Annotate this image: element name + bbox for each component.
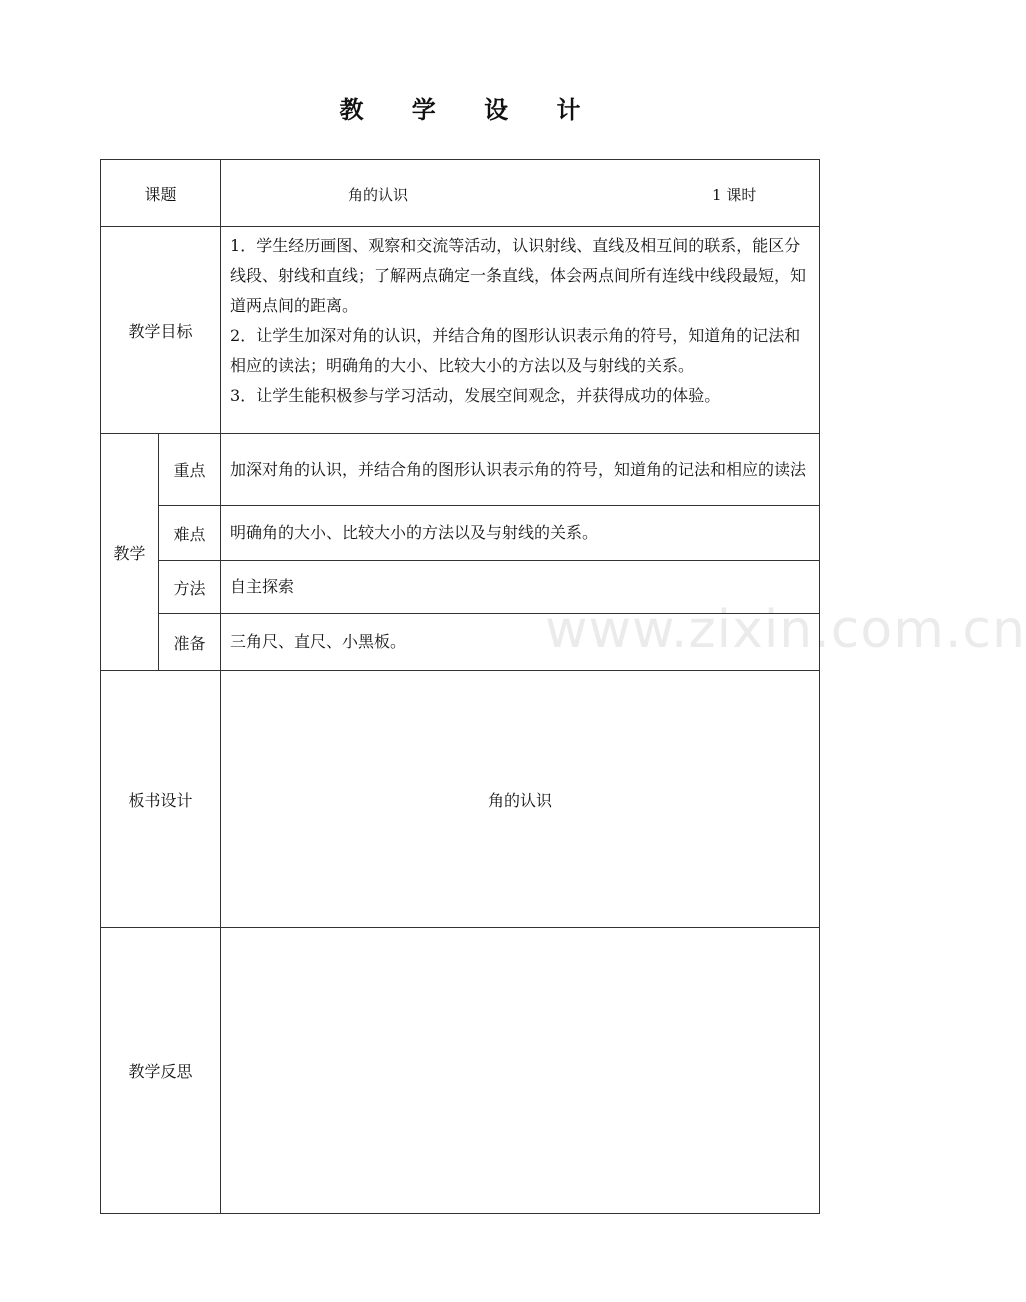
reflection-row <box>101 928 820 1214</box>
method-text: 自主探索 <box>221 561 820 614</box>
teaching-label: 教学 <box>101 434 159 671</box>
key-point-text: 加深对角的认识，并结合角的图形认识表示角的符号，知道角的记法和相应的读法 <box>221 434 820 506</box>
watermark: www.zixin.com.cn <box>545 600 1026 660</box>
objective-2: 2．让学生加深对角的认识，并结合角的图形认识表示角的符号，知道角的记法和相应的读法；明确角的大小、比较大小的方法以及与射线的关系。 <box>230 326 801 375</box>
board-design-text: 角的认识 <box>221 671 820 928</box>
topic-name: 角的认识 <box>348 186 409 204</box>
preparation-text: 三角尺、直尺、小黑板。 <box>221 614 820 671</box>
topic-cell <box>221 160 820 227</box>
objectives-label: 教学目标 <box>101 227 221 434</box>
document-title: 教 学 设 计 <box>339 95 601 124</box>
preparation-row <box>101 614 820 671</box>
reflection-label: 教学反思 <box>101 928 221 1214</box>
objective-1: 1．学生经历画图、观察和交流等活动，认识射线、直线及相互间的联系，能区分线段、射线和直线；了解两点确定一条直线，体会两点间所有连线中线段最短，知道两点间的距离。 <box>230 236 807 315</box>
method-row <box>101 561 820 614</box>
key-point-row <box>101 434 820 506</box>
objectives-row <box>101 227 820 434</box>
objectives-cell <box>221 227 820 434</box>
topic-row <box>101 160 820 227</box>
board-design-row <box>101 671 820 928</box>
topic-label: 课题 <box>101 160 221 227</box>
board-design-label: 板书设计 <box>101 671 221 928</box>
reflection-text <box>221 928 820 1214</box>
method-label: 方法 <box>159 561 221 614</box>
difficulty-text: 明确角的大小、比较大小的方法以及与射线的关系。 <box>221 506 820 561</box>
objective-3: 3．让学生能积极参与学习活动，发展空间观念，并获得成功的体验。 <box>230 386 721 405</box>
preparation-label: 准备 <box>159 614 221 671</box>
difficulty-row <box>101 506 820 561</box>
key-point-label: 重点 <box>159 434 221 506</box>
topic-hours: 1 课时 <box>712 186 757 204</box>
difficulty-label: 难点 <box>159 506 221 561</box>
lesson-plan-table <box>100 159 820 1214</box>
